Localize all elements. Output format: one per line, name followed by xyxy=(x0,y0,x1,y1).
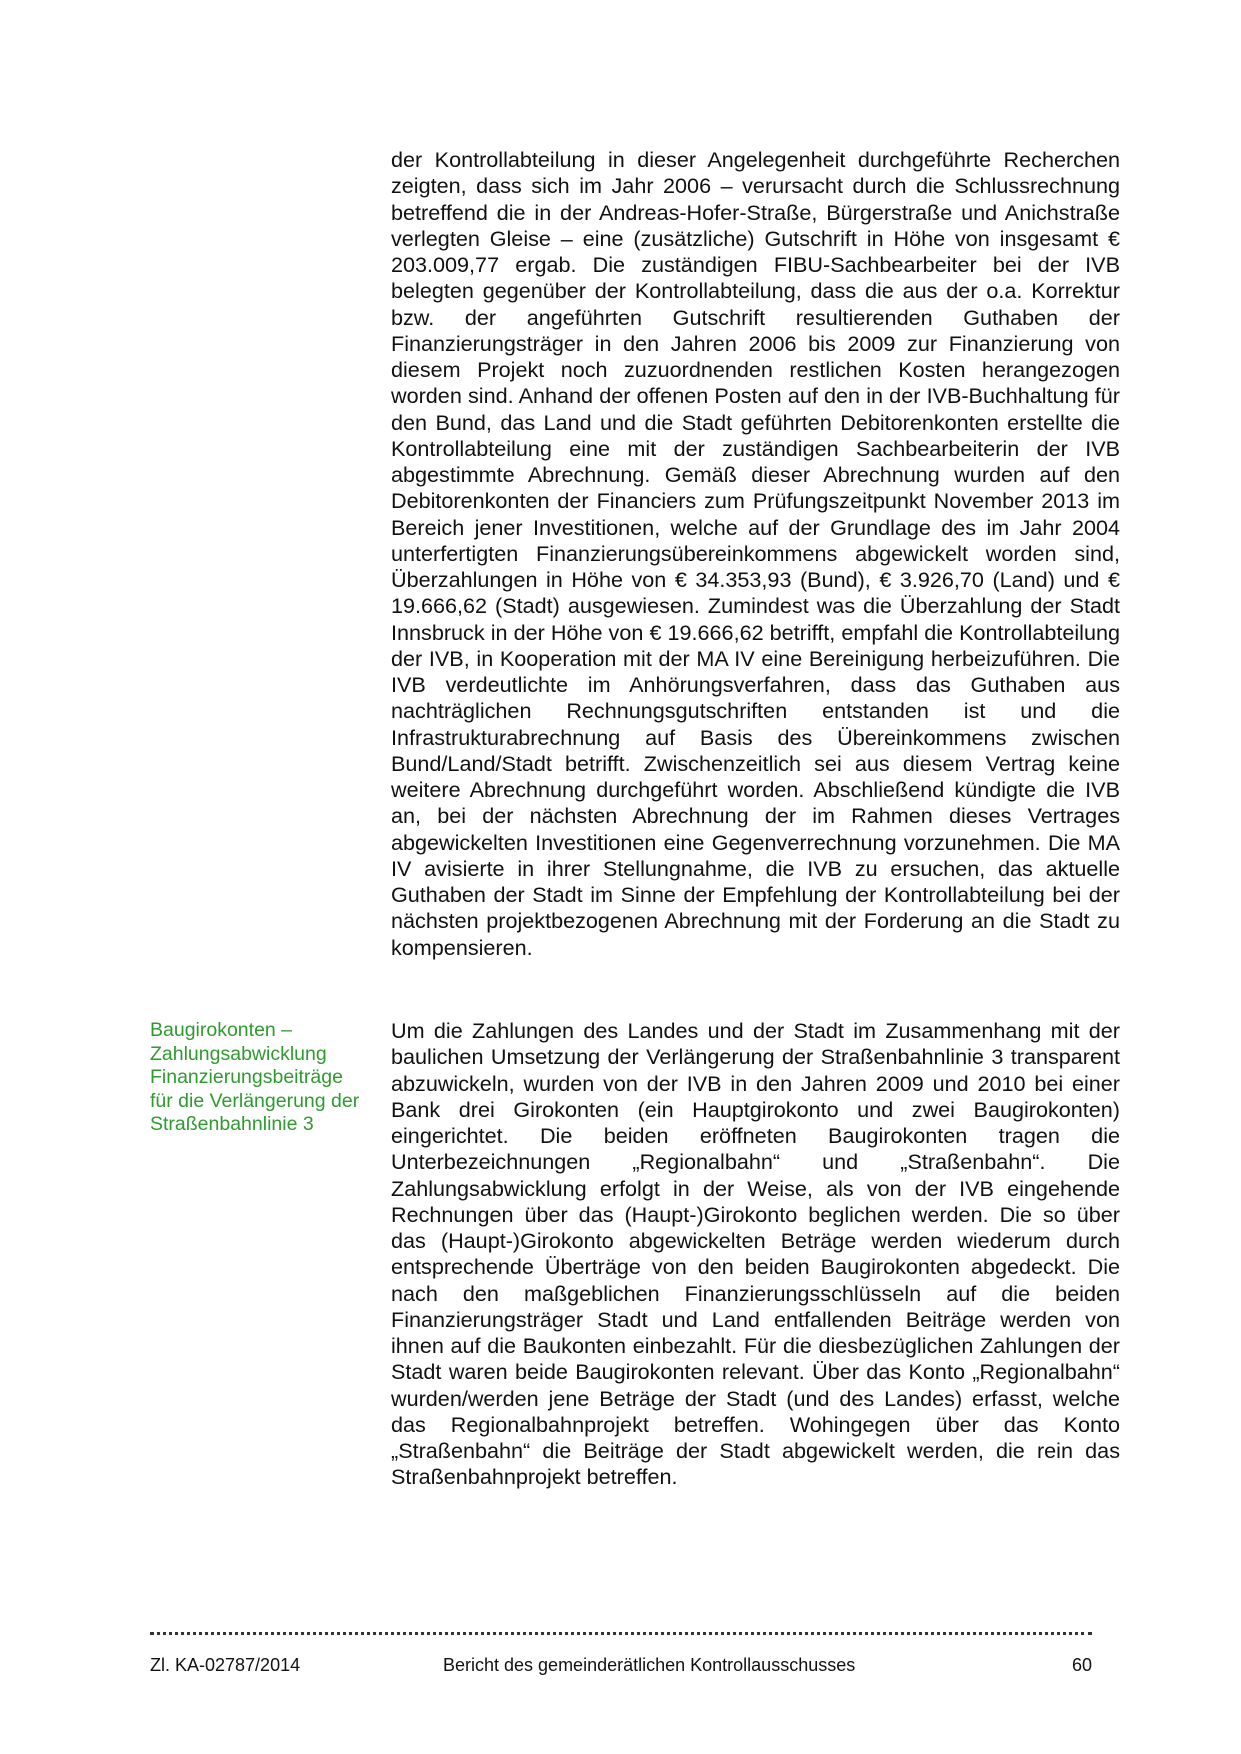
sidenote-line: Finanzierungsbeiträge xyxy=(150,1066,343,1088)
sidenote-line: Zahlungsabwicklung xyxy=(150,1042,327,1065)
body-paragraph-2: Um die Zahlungen des Landes und der Stadt im Zusammenhang mit der baulichen Umsetzung der Verlängerung der Straßenbahnlinie 3 transparent abzuwickeln, wurden von der IVB in den Jahren 2009 und 2010 bei einer Bank drei Girokonten (ein Hauptgirokonto und zwei Baugirokonten) eingerichtet. Die beiden eröffneten Baugirokonten tragen die Unterbezeichnungen „Regionalbahn“ und „Straßenbahn“. Die Zahlungsabwicklung erfolgt in der Weise, als von der IVB eingehende Rechnungen über das (Haupt-)Girokonto beglichen werden. Die so über das (Haupt-)Girokonto abgewickelten Beträge werden wiederum durch entsprechende Überträge von den beiden Baugirokonten abgedeckt. Die nach den maßgeblichen Finanzierungsschlüsseln auf die beiden Finanzierungsträger Stadt und Land entfallenden Beiträge werden von ihnen auf die Baukonten einbezahlt. Für die diesbezüglichen Zahlungen der Stadt waren beide Baugirokonten relevant. Über das Konto „Regionalbahn“ wurden/werden jene Beträge der Stadt (und des Landes) erfasst, welche das Regionalbahnprojekt betreffen. Wohingegen über das Konto „Straßenbahn“ die Beiträge der Stadt abgewickelt werden, die rein das Straßenbahnprojekt betreffen. xyxy=(391,1018,1120,1490)
sidenote-line: für die Verlängerung der xyxy=(150,1089,360,1112)
footer-divider xyxy=(150,1632,1092,1643)
footer-reference: Zl. KA-02787/2014 xyxy=(150,1655,301,1675)
page-number: 60 xyxy=(1072,1655,1093,1675)
sidenote-line: Straßenbahnlinie 3 xyxy=(150,1113,314,1135)
footer-title: Bericht des gemeinderätlichen Kontrollausschusses xyxy=(443,1655,856,1675)
sidenote-heading xyxy=(150,1019,390,1137)
body-paragraph-1: der Kontrollabteilung in dieser Angelegenheit durchgeführte Recherchen zeigten, dass sich im Jahr 2006 – verursacht durch die Schlussrechnung betreffend die in der Andreas-Hofer-Straße, Bürgerstraße und Anichstraße verlegten Gleise – eine (zusätzliche) Gutschrift in Höhe von insgesamt € 203.009,77 ergab. Die zuständigen FIBU-Sachbearbeiter bei der IVB belegten gegenüber der Kontrollabteilung, dass die aus der o.a. Korrektur bzw. der angeführten Gutschrift resultierenden Guthaben der Finanzierungsträger in den Jahren 2006 bis 2009 zur Finanzierung von diesem Projekt noch zuzuordnenden restlichen Kosten herangezogen worden sind. Anhand der offenen Posten auf den in der IVB-Buchhaltung für den Bund, das Land und die Stadt geführten Debitorenkonten erstellte die Kontrollabteilung eine mit der zuständigen Sachbearbeiterin der IVB abgestimmte Abrechnung. Gemäß dieser Abrechnung wurden auf den Debitorenkonten der Financiers zum Prüfungszeitpunkt November 2013 im Bereich jener Investitionen, welche auf der Grundlage des im Jahr 2004 unterfertigten Finanzierungsübereinkommens abgewickelt worden sind, Überzahlungen in Höhe von € 34.353,93 (Bund), € 3.926,70 (Land) und € 19.666,62 (Stadt) ausgewiesen. Zumindest was die Überzahlung der Stadt Innsbruck in der Höhe von € 19.666,62 betrifft, empfahl die Kontrollabteilung der IVB, in Kooperation mit der MA IV eine Bereinigung herbeizuführen. Die IVB verdeutlichte im Anhörungsverfahren, dass das Guthaben aus nachträglichen Rechnungsgutschriften entstanden ist und die Infrastrukturabrechnung auf Basis des Übereinkommens zwischen Bund/Land/Stadt betrifft. Zwischenzeitlich sei aus diesem Vertrag keine weitere Abrechnung durchgeführt worden. Abschließend kündigte die IVB an, bei der nächsten Abrechnung der im Rahmen dieses Vertrages abgewickelten Investitionen eine Gegenverrechnung vorzunehmen. Die MA IV avisierte in ihrer Stellungnahme, die IVB zu ersuchen, das aktuelle Guthaben der Stadt im Sinne der Empfehlung der Kontrollabteilung bei der nächsten projektbezogenen Abrechnung mit der Forderung an die Stadt zu kompensieren. xyxy=(391,147,1120,960)
sidenote-line: Baugirokonten – xyxy=(150,1019,293,1041)
